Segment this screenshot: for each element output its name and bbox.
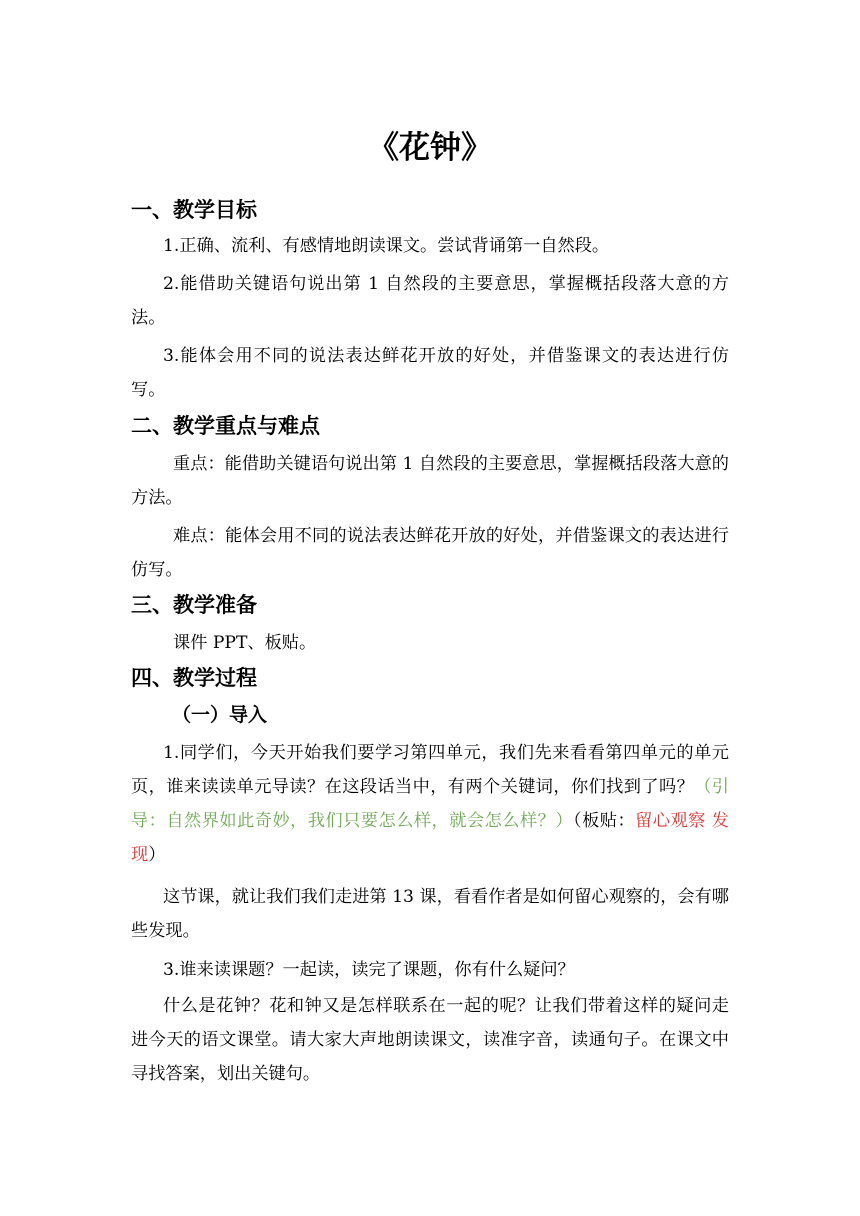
section-heading-key-points: 二、教学重点与难点 xyxy=(131,414,320,438)
board-keywords: 留心观察 发现 xyxy=(131,811,729,865)
objective-2: 2.能借助关键语句说出第 1 自然段的主要意思，掌握概括段落大意的方法。 xyxy=(131,274,729,328)
board-label: （板贴： xyxy=(573,811,636,831)
document-title: 《花钟》 xyxy=(368,130,492,166)
key-point: 重点：能借助关键语句说出第 1 自然段的主要意思，掌握概括段落大意的方法。 xyxy=(131,454,729,508)
process-paragraph-1 xyxy=(131,736,729,872)
difficult-point: 难点：能体会用不同的说法表达鲜花开放的好处，并借鉴课文的表达进行仿写。 xyxy=(131,526,729,580)
section-heading-preparation: 三、教学准备 xyxy=(131,593,257,617)
objective-3: 3.能体会用不同的说法表达鲜花开放的好处，并借鉴课文的表达进行仿写。 xyxy=(131,346,729,400)
process-paragraph-4: 什么是花钟？花和钟又是怎样联系在一起的呢？让我们带着这样的疑问走进今天的语文课堂。请大家大声地朗读课文，读准字音，读通句子。在课文中寻找答案，划出关键句。 xyxy=(131,996,729,1084)
guide-text: （引导：自然界如此奇妙，我们只要怎么样，就会怎么样？） xyxy=(131,777,729,831)
process-paragraph-3: 3.谁来读课题？一起读，读完了课题，你有什么疑问？ xyxy=(163,960,575,980)
objective-1: 1.正确、流利、有感情地朗读课文。尝试背诵第一自然段。 xyxy=(163,236,610,256)
section-heading-objectives: 一、教学目标 xyxy=(131,198,257,222)
subsection-heading-intro: （一）导入 xyxy=(172,704,268,726)
paragraph-text: 1.同学们，今天开始我们要学习第四单元，我们先来看看第四单元的单元页，谁来读读单元导读？在这段话当中，有两个关键词，你们找到了吗？ xyxy=(131,743,729,797)
board-label-end: ） xyxy=(148,845,166,865)
preparation-text: 课件 PPT、板贴。 xyxy=(173,633,317,653)
process-paragraph-2: 这节课，就让我们我们走进第 13 课，看看作者是如何留心观察的，会有哪些发现。 xyxy=(131,887,729,941)
section-heading-process: 四、教学过程 xyxy=(131,666,257,690)
